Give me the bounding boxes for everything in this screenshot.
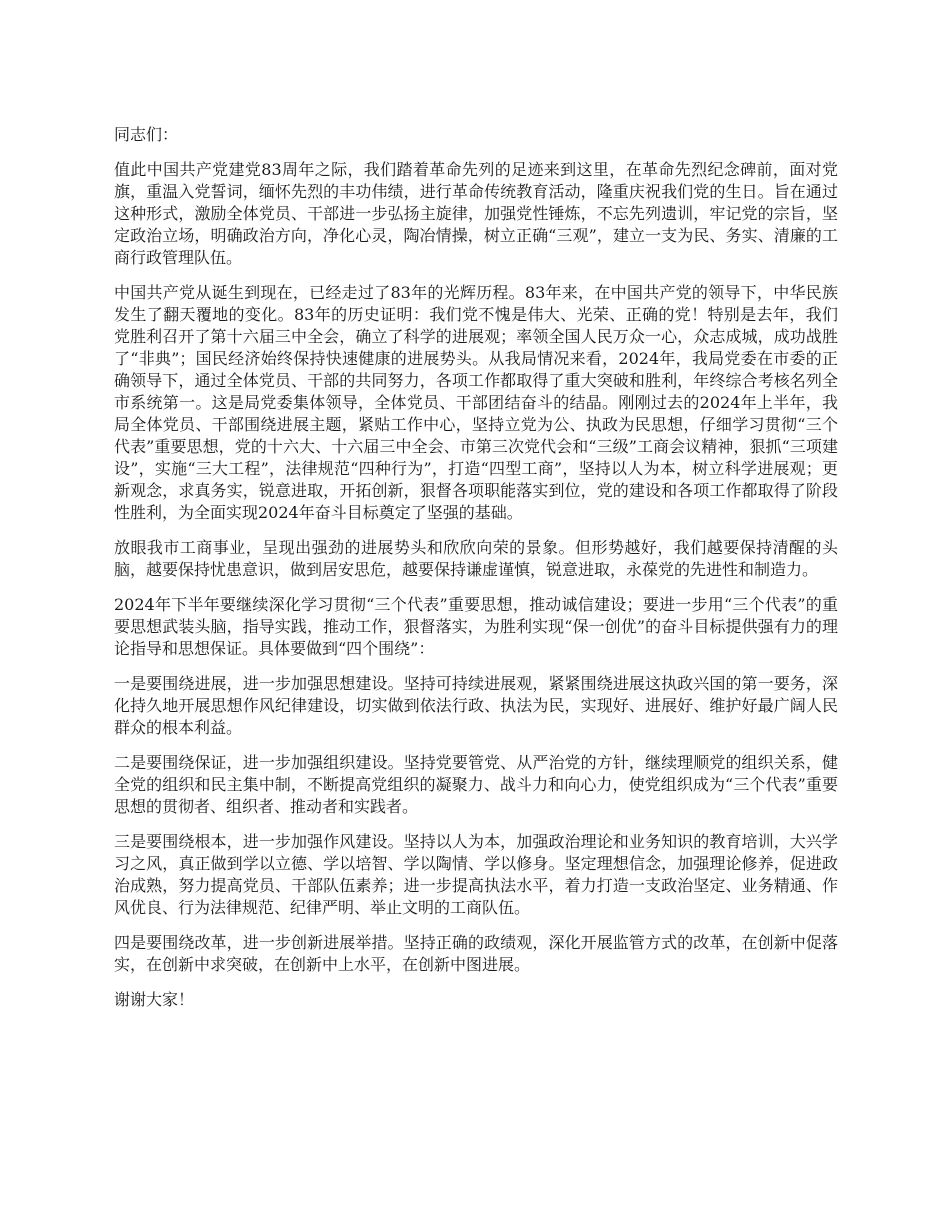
paragraph-point-four: 四是要围绕改革，进一步创新进展举措。坚持正确的政绩观，深化开展监管方式的改革，在创新中促落实，在创新中求突破，在创新中上水平，在创新中图进展。 — [114, 933, 838, 974]
paragraph-plan: 2024年下半年要继续深化学习贯彻“三个代表”重要思想，推动诚信建设；要进一步用“三个代表”的重要思想武装头脑，指导实践，推动工作，狠督落实，为胜利实现“保一创优”的奋斗目标提供强有力的理论指导和思想保证。具体要做到“四个围绕”： — [114, 595, 838, 658]
paragraph-point-one: 一是要围绕进展，进一步加强思想建设。坚持可持续进展观，紧紧围绕进展这执政兴国的第一要务，深化持久地开展思想作风纪律建设，切实做到依法行政、执法为民，实现好、进展好、维护好最广阔人民群众的根本利益。 — [114, 674, 838, 737]
document-body — [114, 124, 838, 1024]
closing: 谢谢大家！ — [114, 990, 195, 1009]
paragraph-point-three: 三是要围绕根本，进一步加强作风建设。坚持以人为本，加强政治理论和业务知识的教育培训，大兴学习之风，真正做到学以立德、学以培智、学以陶情、学以修身。坚定理想信念，加强理论修养，促进政治成熟，努力提高党员、干部队伍素养；进一步提高执法水平，着力打造一支政治坚定、业务精通、作风优良、行为法律规范、纪律严明、举止文明的工商队伍。 — [114, 832, 838, 917]
paragraph-point-two: 二是要围绕保证，进一步加强组织建设。坚持党要管党、从严治党的方针，继续理顺党的组织关系，健全党的组织和民主集中制，不断提高党组织的凝聚力、战斗力和向心力，使党组织成为“三个代表”重要思想的贯彻者、组织者、推动者和实践者。 — [114, 753, 838, 816]
paragraph-opening: 值此中国共产党建党83周年之际，我们踏着革命先列的足迹来到这里，在革命先烈纪念碑前，面对党旗，重温入党誓词，缅怀先烈的丰功伟绩，进行革命传统教育活动，隆重庆祝我们党的生日。旨在通过这种形式，激励全体党员、干部进一步弘扬主旋律，加强党性锤炼，不忘先列遗训，牢记党的宗旨，坚定政治立场，明确政治方向，净化心灵，陶冶情操，树立正确“三观”，建立一支为民、务实、清廉的工商行政管理队伍。 — [114, 160, 838, 267]
salutation: 同志们： — [114, 125, 179, 144]
paragraph-history: 中国共产党从诞生到现在，已经走过了83年的光辉历程。83年来，在中国共产党的领导下，中华民族发生了翻天覆地的变化。83年的历史证明：我们党不愧是伟大、光荣、正确的党！特别是去年，我们党胜利召开了第十六届三中全会，确立了科学的进展观；率领全国人民万众一心，众志成城，成功战胜了“非典”；国民经济始终保持快速健康的进展势头。从我局情况来看，2024年，我局党委在市委的正确领导下，通过全体党员、干部的共同努力，各项工作都取得了重大突破和胜利，年终综合考核名列全市系统第一。这是局党委集体领导，全体党员、干部团结奋斗的结晶。刚刚过去的2024年上半年，我局全体党员、干部围绕进展主题，紧贴工作中心，坚持立党为公、执政为民思想，仔细学习贯彻“三个代表”重要思想，党的十六大、十六届三中全会、市第三次党代会和“三级”工商会议精神，狠抓“三项建设”，实施“三大工程”，法律规范“四种行为”，打造“四型工商”，坚持以人为本，树立科学进展观；更新观念，求真务实，锐意进取，开拓创新，狠督各项职能落实到位，党的建设和各项工作都取得了阶段性胜利，为全面实现2024年奋斗目标奠定了坚强的基础。 — [114, 283, 838, 522]
paragraph-outlook: 放眼我市工商事业，呈现出强劲的进展势头和欣欣向荣的景象。但形势越好，我们越要保持清醒的头脑，越要保持忧患意识，做到居安思危，越要保持谦虚谨慎，锐意进取，永葆党的先进性和制造力。 — [114, 538, 838, 579]
